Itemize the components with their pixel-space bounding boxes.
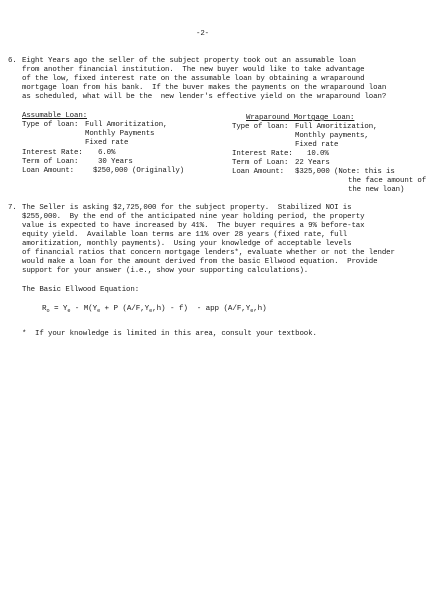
- wraparound-type-line: Full Amoritization,: [295, 123, 378, 131]
- wraparound-term-value: 22 Years: [295, 159, 330, 167]
- assumable-rate-value: 6.0%: [98, 149, 116, 157]
- wraparound-type-line: Fixed rate: [295, 141, 339, 149]
- assumable-rate-label: Interest Rate:: [22, 149, 83, 157]
- assumable-type-label: Type of loan:: [22, 121, 79, 129]
- wraparound-rate-value: 10.0%: [307, 150, 329, 158]
- question-6-number: 6.: [8, 57, 17, 65]
- question-7-line: of financial ratios that concern mortgage lenders*, evaluate whether or not the lender: [22, 249, 395, 257]
- wraparound-amount-label: Loan Amount:: [232, 168, 285, 176]
- wraparound-term-label: Term of Loan:: [232, 159, 289, 167]
- question-7-line: amoritization, monthly payments). Using your knowledge of acceptable levels: [22, 240, 352, 248]
- question-6-line: of the low, fixed interest rate on the assumable loan by obtaining a wraparound: [22, 75, 365, 83]
- question-7-line: $255,000. By the end of the anticipated nine year holding period, the property: [22, 213, 365, 221]
- wraparound-note-line: the face amount of: [348, 177, 427, 185]
- assumable-type-line: Full Amoritization,: [85, 121, 168, 129]
- question-6-line: as scheduled, what will be the new lender's effective yield on the wraparound loan?: [22, 93, 387, 101]
- question-7-line: equity yield. Available loan terms are 11% over 28 years (fixed rate, full: [22, 231, 348, 239]
- question-6-line: Eight Years ago the seller of the subject property took out an assumable loan: [22, 57, 356, 65]
- footnote: * If your knowledge is limited in this area, consult your textbook.: [22, 330, 317, 338]
- assumable-amount-label: Loan Amount:: [22, 167, 75, 175]
- wraparound-type-label: Type of loan:: [232, 123, 289, 131]
- assumable-loan-title: Assumable Loan:: [22, 112, 88, 120]
- assumable-term-label: Term of Loan:: [22, 158, 79, 166]
- wraparound-note-line: the new loan): [348, 186, 405, 194]
- question-7-line: would make a loan for the amount derived from the basic Ellwood equation. Provide: [22, 258, 378, 266]
- question-7-line: The Seller is asking $2,725,000 for the subject property. Stabilized NOI is: [22, 204, 352, 212]
- wraparound-type-line: Monthly payments,: [295, 132, 369, 140]
- ellwood-equation: $R_o = Y_e - M(Y_e + P$ $(A/F,Y_e,h) - f$) - app $(A/F,Y_e,h)$: [42, 305, 267, 314]
- assumable-term-value: 30 Years: [98, 158, 133, 166]
- question-7-number: 7.: [8, 204, 17, 212]
- wraparound-amount-value: $325,000 (Note: this is: [295, 168, 395, 176]
- assumable-type-line: Fixed rate: [85, 139, 129, 147]
- assumable-type-line: Monthly Payments: [85, 130, 155, 138]
- wraparound-loan-title: Wraparound Mortgage Loan:: [246, 114, 355, 122]
- page-number: -2-: [196, 30, 210, 38]
- ellwood-equation-label: The Basic Ellwood Equation:: [22, 286, 140, 294]
- question-7-line: value is expected to have increased by 41%. The buyer requires a 9% before-tax: [22, 222, 365, 230]
- wraparound-rate-label: Interest Rate:: [232, 150, 293, 158]
- question-6-line: mortgage loan from his bank. If the buver makes the payments on the wraparound loan: [22, 84, 387, 92]
- question-7-line: support for your answer (i.e., show your supporting calculations).: [22, 267, 309, 275]
- question-6-line: from another financial institution. The new buyer would like to take advantage: [22, 66, 365, 74]
- assumable-amount-value: $250,000 (Originally): [93, 167, 185, 175]
